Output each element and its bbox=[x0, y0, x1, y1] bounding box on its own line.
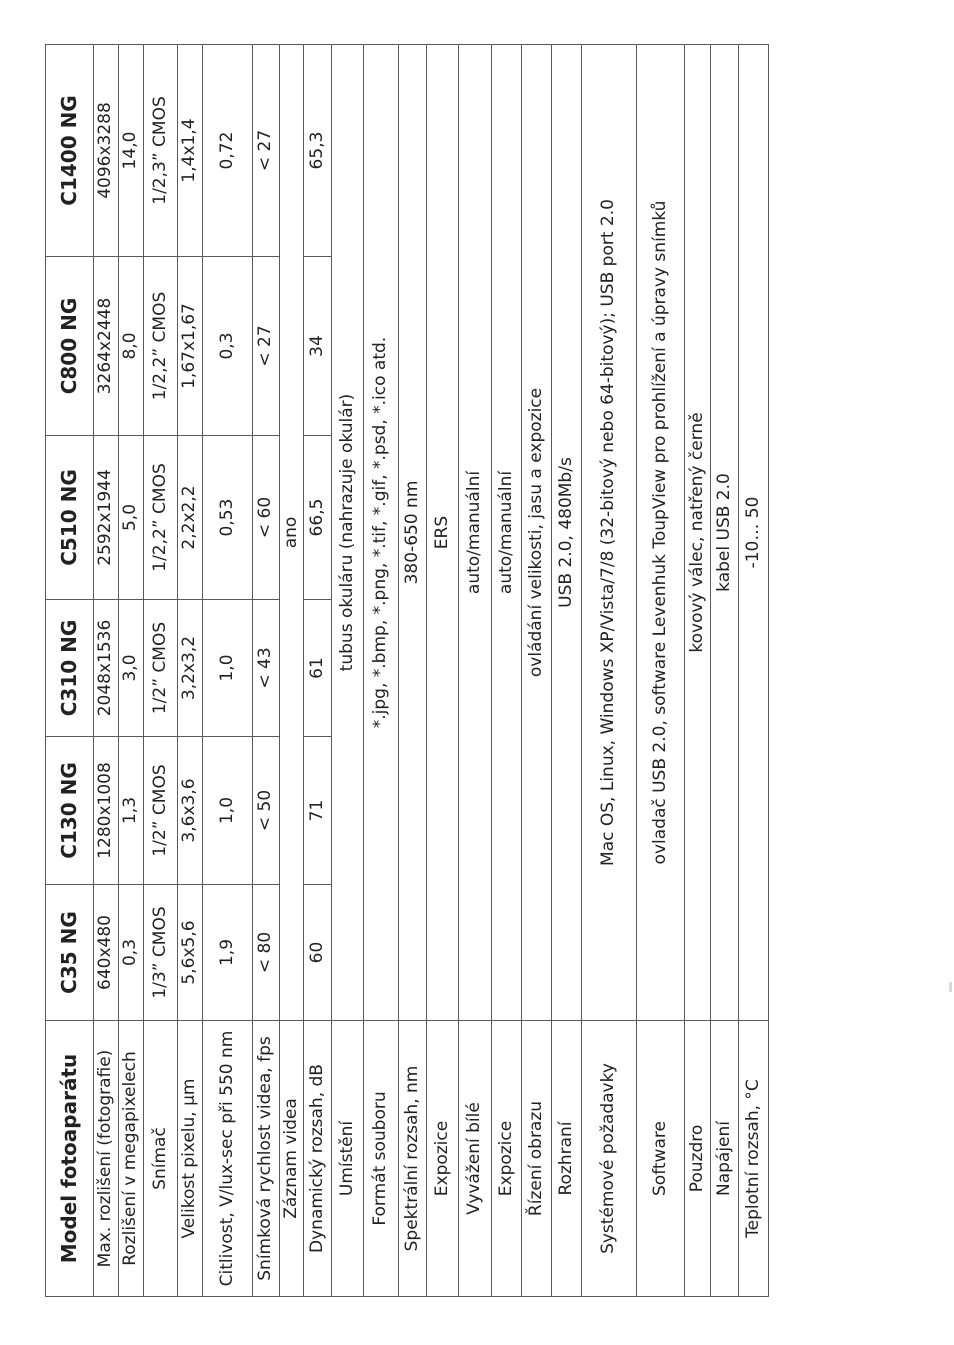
table-cell-shared: Mac OS, Linux, Windows XP/Vista/7/8 (32-bitový nebo 64-bitový); USB port 2.0 bbox=[582, 45, 637, 1021]
row-label: Rozlišení v megapixelech bbox=[119, 1021, 144, 1297]
row-label: Vyvážení bílé bbox=[459, 1021, 492, 1297]
row-label: Software bbox=[637, 1021, 685, 1297]
table-cell: 5,6x5,6 bbox=[178, 885, 203, 1021]
table-cell-shared: *.jpg, *.bmp, *.png, *.tif, *.gif, *.psd, *.ico atd. bbox=[364, 45, 399, 1021]
table-row bbox=[364, 45, 399, 1297]
table-row bbox=[522, 45, 552, 1297]
table-cell: 1,67x1,67 bbox=[178, 257, 203, 436]
spec-table-rotated bbox=[45, 45, 763, 1297]
table-row bbox=[399, 45, 427, 1297]
table-row bbox=[253, 45, 280, 1297]
row-label: Velikost pixelu, µm bbox=[178, 1021, 203, 1297]
header-model: C800 NG bbox=[46, 257, 94, 436]
table-cell: < 43 bbox=[253, 600, 280, 737]
table-cell: 0,3 bbox=[119, 885, 144, 1021]
table-cell: < 27 bbox=[253, 45, 280, 257]
table-cell: 640x480 bbox=[94, 885, 119, 1021]
row-label: Snímková rychlost videa, fps bbox=[253, 1021, 280, 1297]
row-label: Expozice bbox=[492, 1021, 522, 1297]
table-cell: 66,5 bbox=[304, 436, 332, 600]
table-row bbox=[94, 45, 119, 1297]
table-row bbox=[203, 45, 253, 1297]
table-cell: 0,72 bbox=[203, 45, 253, 257]
row-label: Teplotní rozsah, °C bbox=[739, 1021, 769, 1297]
table-cell: 1/2,2” CMOS bbox=[144, 257, 178, 436]
table-cell-shared: ovladač USB 2.0, software Levenhuk ToupView pro prohlížení a úpravy snímků bbox=[637, 45, 685, 1021]
table-cell-shared: USB 2.0, 480Mb/s bbox=[552, 45, 582, 1021]
row-label: Dynamický rozsah, dB bbox=[304, 1021, 332, 1297]
row-label: Pouzdro bbox=[685, 1021, 711, 1297]
table-cell: < 27 bbox=[253, 257, 280, 436]
table-cell: 2,2x2,2 bbox=[178, 436, 203, 600]
row-label: Expozice bbox=[427, 1021, 459, 1297]
row-label: Spektrální rozsah, nm bbox=[399, 1021, 427, 1297]
table-cell: 1280x1008 bbox=[94, 737, 119, 885]
table-cell: 1,9 bbox=[203, 885, 253, 1021]
table-cell: 2592x1944 bbox=[94, 436, 119, 600]
table-cell-shared: 380-650 nm bbox=[399, 45, 427, 1021]
table-cell: 34 bbox=[304, 257, 332, 436]
table-cell: 1/2” CMOS bbox=[144, 600, 178, 737]
row-label: Záznam videa bbox=[280, 1021, 304, 1297]
table-cell: 4096x3288 bbox=[94, 45, 119, 257]
table-cell: < 80 bbox=[253, 885, 280, 1021]
table-cell: < 50 bbox=[253, 737, 280, 885]
table-row bbox=[739, 45, 769, 1297]
row-label: Snímač bbox=[144, 1021, 178, 1297]
header-model: C310 NG bbox=[46, 600, 94, 737]
header-model: C1400 NG bbox=[46, 45, 94, 257]
table-header-row bbox=[46, 45, 94, 1297]
table-cell: 61 bbox=[304, 600, 332, 737]
row-label: Rozhraní bbox=[552, 1021, 582, 1297]
row-label: Řízení obrazu bbox=[522, 1021, 552, 1297]
table-cell: 1/2,3” CMOS bbox=[144, 45, 178, 257]
table-cell-shared: kovový válec, natřený černě bbox=[685, 45, 711, 1021]
table-cell: 3,2x3,2 bbox=[178, 600, 203, 737]
table-row bbox=[582, 45, 637, 1297]
table-row bbox=[711, 45, 739, 1297]
table-row bbox=[332, 45, 364, 1297]
table-row bbox=[637, 45, 685, 1297]
table-cell-shared: kabel USB 2.0 bbox=[711, 45, 739, 1021]
table-row bbox=[304, 45, 332, 1297]
table-row bbox=[427, 45, 459, 1297]
header-model: C130 NG bbox=[46, 737, 94, 885]
table-cell: 8,0 bbox=[119, 257, 144, 436]
table-row bbox=[552, 45, 582, 1297]
table-cell: 3,6x3,6 bbox=[178, 737, 203, 885]
table-cell: 3,0 bbox=[119, 600, 144, 737]
table-cell: 1,0 bbox=[203, 600, 253, 737]
table-cell: 65,3 bbox=[304, 45, 332, 257]
table-cell: 5,0 bbox=[119, 436, 144, 600]
table-body bbox=[94, 45, 769, 1297]
table-cell: 60 bbox=[304, 885, 332, 1021]
table-cell-shared: ovládání velikosti, jasu a expozice bbox=[522, 45, 552, 1021]
table-row bbox=[119, 45, 144, 1297]
table-cell: 1,4x1,4 bbox=[178, 45, 203, 257]
table-cell: 1/2” CMOS bbox=[144, 737, 178, 885]
table-cell-shared: tubus okuláru (nahrazuje okulár) bbox=[332, 45, 364, 1021]
margin-mark bbox=[949, 982, 952, 992]
table-cell-shared: auto/manuální bbox=[492, 45, 522, 1021]
table-cell: 14,0 bbox=[119, 45, 144, 257]
table-row bbox=[280, 45, 304, 1297]
table-cell-shared: auto/manuální bbox=[459, 45, 492, 1021]
table-cell: 1/2,2” CMOS bbox=[144, 436, 178, 600]
table-row bbox=[459, 45, 492, 1297]
table-cell: 1/3” CMOS bbox=[144, 885, 178, 1021]
table-cell: 0,53 bbox=[203, 436, 253, 600]
table-cell-shared: ERS bbox=[427, 45, 459, 1021]
table-row bbox=[178, 45, 203, 1297]
table-cell-shared: ano bbox=[280, 45, 304, 1021]
table-cell: 1,0 bbox=[203, 737, 253, 885]
table-cell: 1,3 bbox=[119, 737, 144, 885]
table-cell-shared: -10… 50 bbox=[739, 45, 769, 1021]
header-model: C510 NG bbox=[46, 436, 94, 600]
table-cell: < 60 bbox=[253, 436, 280, 600]
table-cell: 2048x1536 bbox=[94, 600, 119, 737]
row-label: Umístění bbox=[332, 1021, 364, 1297]
table-row bbox=[492, 45, 522, 1297]
row-label: Formát souboru bbox=[364, 1021, 399, 1297]
header-label: Model fotoaparátu bbox=[46, 1021, 94, 1297]
row-label: Max. rozlišení (fotografie) bbox=[94, 1021, 119, 1297]
row-label: Citlivost, V/lux-sec při 550 nm bbox=[203, 1021, 253, 1297]
table-cell: 3264x2448 bbox=[94, 257, 119, 436]
table-row bbox=[144, 45, 178, 1297]
row-label: Napájení bbox=[711, 1021, 739, 1297]
table-cell: 71 bbox=[304, 737, 332, 885]
row-label: Systémové požadavky bbox=[582, 1021, 637, 1297]
spec-table bbox=[45, 44, 769, 1297]
table-cell: 0,3 bbox=[203, 257, 253, 436]
header-model: C35 NG bbox=[46, 885, 94, 1021]
table-row bbox=[685, 45, 711, 1297]
